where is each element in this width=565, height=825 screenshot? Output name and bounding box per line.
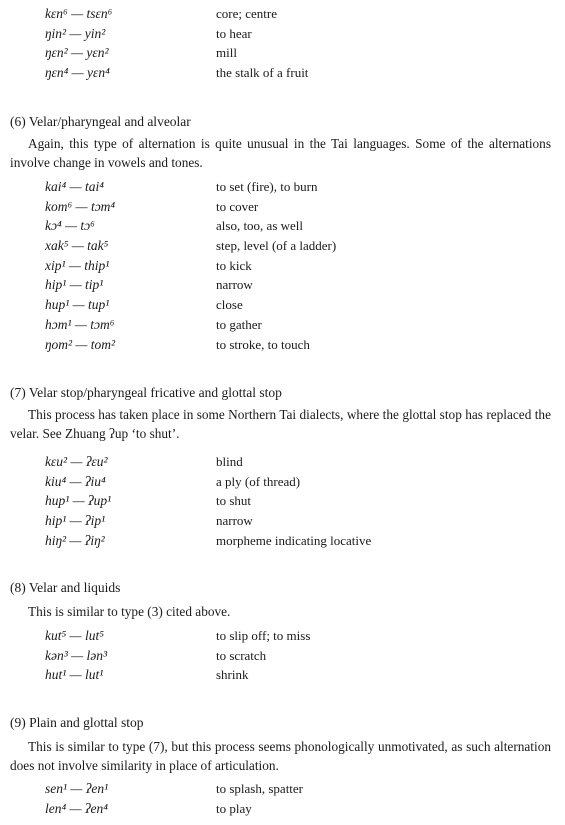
example-form: hip¹ — ʔip¹	[45, 513, 106, 529]
example-form: kɔ⁴ — tɔ⁶	[45, 218, 95, 234]
example-gloss: narrow	[216, 277, 253, 293]
paragraph-text: Again, this type of alternation is quite unusual in the Tai languages. Some of the alternations involve change in vowels and tones.	[10, 136, 551, 170]
example-form: kən³ — lən³	[45, 647, 108, 663]
section-heading: (6) Velar/pharyngeal and alveolar	[10, 114, 191, 129]
example-gloss: to scratch	[216, 647, 267, 663]
example-form: kɛu² — ʔɛu²	[45, 454, 108, 469]
example-form: ŋɛn² — yɛn²	[45, 45, 109, 61]
example-gloss: to stroke, to touch	[216, 336, 310, 352]
example-gloss: a ply (of thread)	[216, 473, 301, 489]
section-heading: (9) Plain and glottal stop	[10, 715, 144, 730]
section-paragraph	[10, 405, 551, 443]
example-gloss: to kick	[216, 257, 252, 273]
example-gloss: the stalk of a fruit	[216, 65, 309, 81]
example-form: kai⁴ — tai⁴	[45, 179, 104, 194]
example-form: kɛn⁶ — tsɛn⁶	[45, 6, 113, 21]
example-gloss: to slip off; to miss	[216, 628, 311, 643]
paragraph-text: This is similar to type (3) cited above.	[28, 604, 231, 619]
example-gloss: to splash, spatter	[216, 781, 304, 796]
example-form: hup¹ — ʔup¹	[45, 493, 112, 509]
example-gloss: also, too, as well	[216, 218, 304, 234]
example-form: hiŋ² — ʔiŋ²	[45, 532, 105, 548]
example-form: ŋom² — tom²	[45, 336, 116, 352]
example-form: sen¹ — ʔen¹	[45, 781, 109, 796]
example-form: xip¹ — thip¹	[45, 257, 110, 273]
example-gloss: mill	[216, 45, 237, 61]
example-form: hut¹ — lut¹	[45, 667, 104, 683]
example-form: kiu⁴ — ʔiu⁴	[45, 473, 106, 489]
example-gloss: step, level (of a ladder)	[216, 238, 337, 254]
example-gloss: to play	[216, 800, 252, 816]
example-gloss: close	[216, 297, 243, 313]
example-gloss: morpheme indicating locative	[216, 532, 372, 548]
paragraph-text: This is similar to type (7), but this process seems phonologically unmotivated, as such alternation does not involve similarity in place of articulation.	[10, 739, 551, 773]
paragraph-text: This process has taken place in some Northern Tai dialects, where the glottal stop has replaced the velar. See Zhuang ʔup ‘to shut’.	[10, 407, 551, 441]
example-gloss: core; centre	[216, 6, 277, 21]
example-gloss: to set (fire), to burn	[216, 179, 318, 194]
example-form: hɔm¹ — tɔm⁶	[45, 316, 115, 332]
example-gloss: blind	[216, 454, 243, 469]
example-form: ŋɛn⁴ — yɛn⁴	[45, 65, 110, 81]
example-form: kom⁶ — tɔm⁴	[45, 198, 116, 214]
example-gloss: to hear	[216, 25, 252, 41]
example-form: hip¹ — tip¹	[45, 277, 104, 293]
example-form: kut⁵ — lut⁵	[45, 628, 104, 643]
example-gloss: to cover	[216, 198, 259, 214]
example-form: hup¹ — tup¹	[45, 297, 110, 313]
section-paragraph	[10, 737, 551, 775]
section-paragraph	[10, 602, 551, 621]
example-form: ŋin² — yin²	[45, 25, 106, 41]
section-paragraph	[10, 134, 551, 172]
example-form: xak⁵ — tak⁵	[45, 238, 109, 254]
example-gloss: to shut	[216, 493, 252, 509]
example-gloss: to gather	[216, 316, 262, 332]
example-gloss: narrow	[216, 513, 253, 529]
section-heading: (8) Velar and liquids	[10, 580, 121, 595]
example-gloss: shrink	[216, 667, 249, 683]
section-heading: (7) Velar stop/pharyngeal fricative and glottal stop	[10, 385, 282, 400]
example-form: len⁴ — ʔen⁴	[45, 800, 108, 816]
